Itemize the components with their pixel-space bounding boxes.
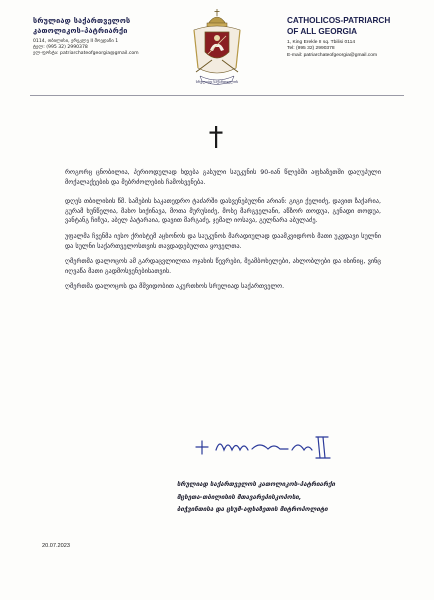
paragraph: ღმერთმა დალოცოს ამ გარდაცვლილთა ოჯახის წევრები, მეამბოხელები, ახლობლები და ისინიც, ვინც იღვაწა მათი გადმოსვენებისათვის. bbox=[65, 258, 381, 275]
signatory-title-1: სრულიად საქართველოს კათოლიკოს-პატრიარქი bbox=[177, 481, 336, 488]
signatory-title-2: მცხეთა-თბილისის მთავარეპისკოპოსი, bbox=[177, 493, 302, 501]
letterhead-english bbox=[287, 16, 417, 59]
address-ka: 0114, თბილისი, ერეკლე II მოედანი 1 bbox=[33, 39, 119, 44]
org-name-en-line1: CATHOLICOS-PATRIARCH bbox=[287, 16, 391, 25]
email-ka: ელ-ფოსტა: patriarchateofgeorgia@gmail.com bbox=[33, 51, 139, 57]
paragraph: დღეს თბილისის წმ. სამების საკათედრო ტაძარში დასვენებულნი არიან: გიგი ქელიძე, დავით ზაქარია, გურამ ხუნწელია, მახო სიქინავა, მოთა მურუსიძე, მოსე მარგველანი, აწზორ თოდუა, გენადი თოდუა, ვანტანგ ჩიჩუა, აბელ პატარაია, დავით მარგაძე, ჯემალ იოსავა, გელნარა აბულაძე. bbox=[65, 198, 381, 225]
signatory-titles bbox=[177, 479, 397, 517]
signatory-title-3: ბიჭვინთისა და ცხუმ-აფხაზეთის მიტროპოლიტი bbox=[177, 506, 328, 513]
org-name-ka-line2: კათოლიკოს-პატრიარქი bbox=[33, 26, 128, 35]
phone-ka: ტელ: (995 32) 2990378 bbox=[33, 45, 88, 51]
paragraph: ღმერთმა დალოცოს და მშვიდობით აკურთხოს სრულიად საქართველო. bbox=[65, 283, 285, 291]
patriarchate-emblem-icon bbox=[186, 8, 248, 90]
paragraph: უფალმა ჩვენმა იესო ქრისტემ აცხონოს და საუკუნოს მარადიულად დაამკვიდროს მათი უკვდავი სულნი და სულნი საქართველოსთვის თავდადებულთა ყოველთა. bbox=[65, 232, 381, 250]
letter-body bbox=[65, 168, 381, 298]
emblem-ribbon-text: სრულიად საქართველოს bbox=[195, 80, 239, 84]
handwritten-signature bbox=[190, 432, 345, 462]
phone-en: Tel: (995 32) 2990378 bbox=[287, 46, 335, 52]
org-name-en-line2: OF ALL GEORGIA bbox=[287, 26, 358, 36]
cross-icon bbox=[209, 126, 223, 148]
letterhead-georgian bbox=[33, 16, 183, 58]
paragraph: როგორც ცნობილია, პერიოდულად ხდება გასული საუკუნის 90-იან წლებში აფხაზეთში დაღუპული მოქალაქეების და მებრძოლების ჩამოსვენება. bbox=[65, 169, 381, 186]
letterhead-divider bbox=[30, 95, 404, 96]
org-name-ka-line1: სრულიად საქართველოს bbox=[33, 16, 131, 25]
email-en: E-mail: patriarchateofgeorgia@gmail.com bbox=[287, 52, 378, 58]
letter-date: 20.07.2023 bbox=[42, 543, 70, 549]
address-en: 1, King Erekle II sq. Tbilisi 0114 bbox=[287, 40, 356, 45]
